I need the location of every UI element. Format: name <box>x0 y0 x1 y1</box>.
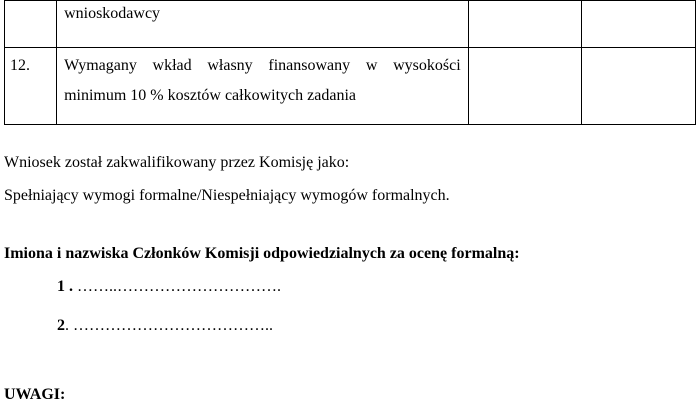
row-number-cell <box>5 1 57 48</box>
row-description: wnioskodawcy <box>64 5 161 22</box>
evaluation-table <box>4 0 696 125</box>
evaluation-cell-no[interactable] <box>581 48 695 125</box>
evaluation-cell-yes[interactable] <box>468 1 581 48</box>
table-row <box>5 1 696 48</box>
member-number: 1 . <box>57 278 73 295</box>
member-name-placeholder: . ……………………………….. <box>65 317 273 334</box>
committee-member-line[interactable] <box>57 277 281 297</box>
qualification-options: Spełniający wymogi formalne/Niespełniający wymogów formalnych. <box>4 187 450 204</box>
table-row <box>5 48 696 125</box>
evaluation-cell-no[interactable] <box>581 1 695 48</box>
member-name-placeholder: ……..…………………………. <box>73 278 281 295</box>
row-description-cell <box>57 48 469 125</box>
remarks-heading: UWAGI: <box>4 386 66 403</box>
committee-heading: Imiona i nazwiska Członków Komisji odpowiedzialnych za ocenę formalną: <box>4 245 520 262</box>
evaluation-cell-yes[interactable] <box>468 48 581 125</box>
qualification-statement: Wniosek został zakwalifikowany przez Komisję jako: <box>4 154 350 171</box>
row-number: 12. <box>10 57 30 74</box>
committee-member-line[interactable] <box>57 316 273 336</box>
row-description-cell <box>57 1 469 48</box>
member-number: 2 <box>57 317 65 334</box>
row-description: Wymagany wkład własny finansowany w wysokości minimum 10 % kosztów całkowitych zadania <box>64 57 461 104</box>
row-number-cell <box>5 48 57 125</box>
